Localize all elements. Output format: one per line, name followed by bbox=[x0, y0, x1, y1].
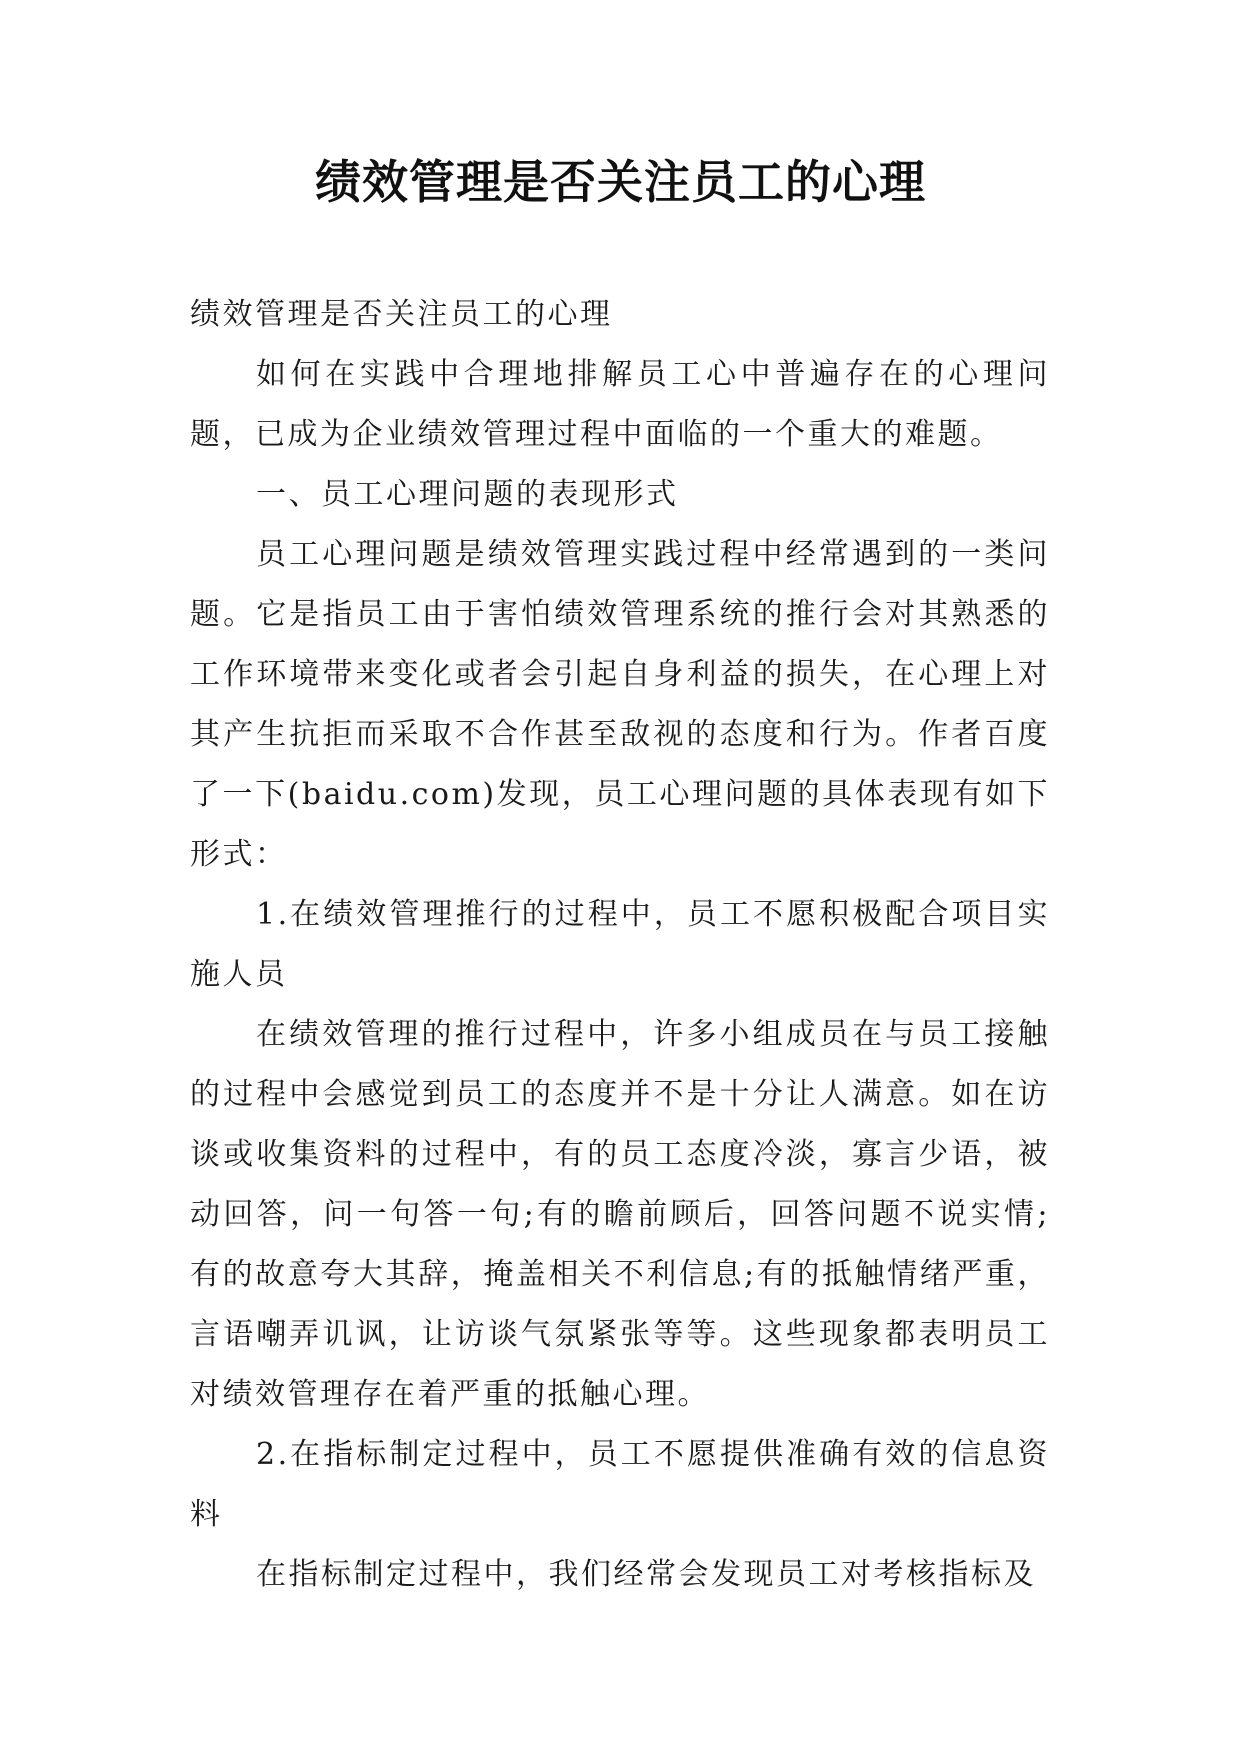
document-title: 绩效管理是否关注员工的心理 bbox=[315, 155, 926, 209]
section-heading-1: 一、员工心理问题的表现形式 bbox=[256, 477, 679, 512]
document-body bbox=[190, 285, 1050, 1605]
paragraph-item-1: 在绩效管理的推行过程中，许多小组成员在与员工接触的过程中会感觉到员工的态度并不是十分让人满意。如在访谈或收集资料的过程中，有的员工态度冷淡，寡言少语，被动回答，问一句答一句;有的瞻前顾后，回答问题不说实情;有的故意夸大其辞，掩盖相关不利信息;有的抵触情绪严重，言语嘲弄讥讽，让访谈气氛紧张等等。这些现象都表明员工对绩效管理存在着严重的抵触心理。 bbox=[190, 1017, 1050, 1412]
paragraph-subtitle: 绩效管理是否关注员工的心理 bbox=[190, 297, 613, 332]
paragraph-item-2: 在指标制定过程中，我们经常会发现员工对考核指标及 bbox=[256, 1557, 1036, 1592]
list-item-1-heading: 1.在绩效管理推行的过程中，员工不愿积极配合项目实施人员 bbox=[190, 897, 1050, 992]
paragraph-section-1: 员工心理问题是绩效管理实践过程中经常遇到的一类问题。它是指员工由于害怕绩效管理系统的推行会对其熟悉的工作环境带来变化或者会引起自身利益的损失，在心理上对其产生抗拒而采取不合作甚至敌视的态度和行为。作者百度了一下(baidu.com)发现，员工心理问题的具体表现有如下形式： bbox=[190, 537, 1050, 872]
paragraph-intro: 如何在实践中合理地排解员工心中普遍存在的心理问题，已成为企业绩效管理过程中面临的一个重大的难题。 bbox=[190, 357, 1050, 452]
list-item-2-heading: 2.在指标制定过程中，员工不愿提供准确有效的信息资料 bbox=[190, 1437, 1050, 1532]
